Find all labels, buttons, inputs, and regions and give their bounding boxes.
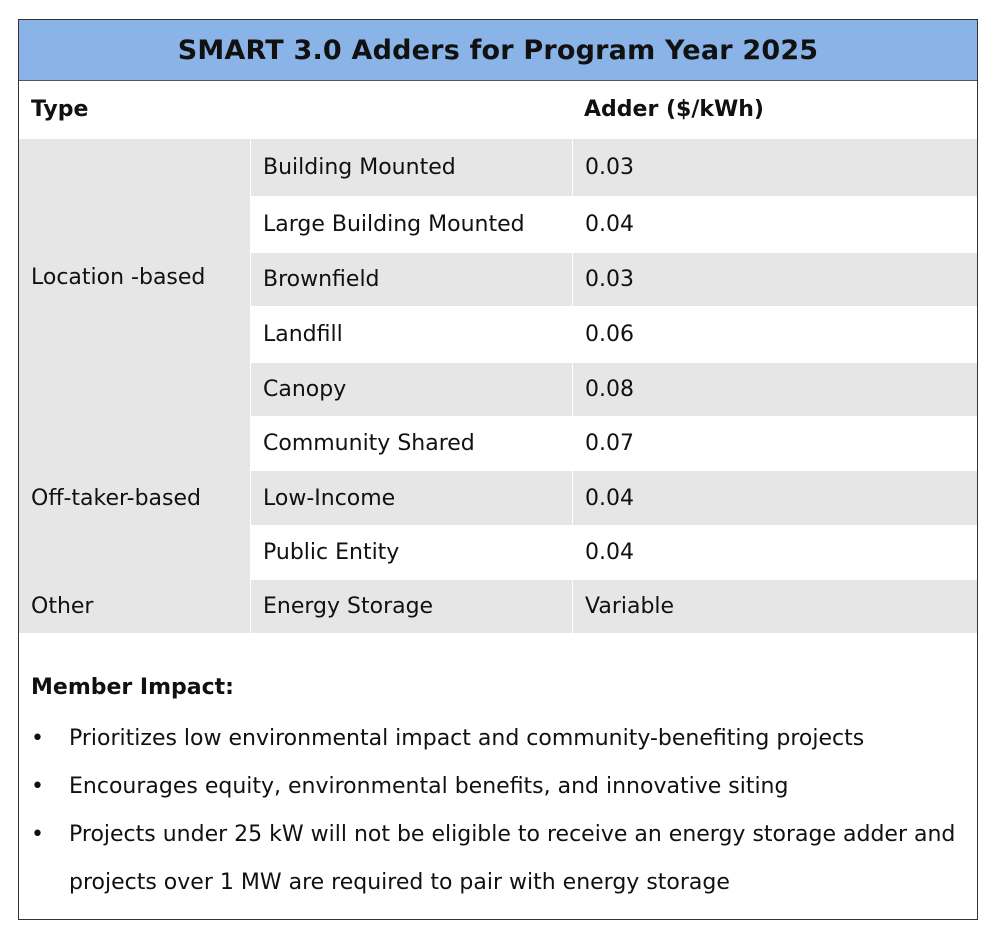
impact-bullet-text: Prioritizes low environmental impact and community-benefiting projects bbox=[69, 726, 865, 751]
row-adder: 0.04 bbox=[573, 471, 977, 525]
row-adder: 0.04 bbox=[573, 196, 977, 253]
row-adder: 0.08 bbox=[573, 363, 977, 416]
row-adder: 0.03 bbox=[573, 139, 977, 196]
table-title: SMART 3.0 Adders for Program Year 2025 bbox=[19, 20, 977, 81]
row-adder: 0.06 bbox=[573, 306, 977, 363]
table-header bbox=[19, 81, 977, 139]
row-subtype: Brownfield bbox=[251, 253, 572, 306]
row-subtype: Community Shared bbox=[251, 416, 572, 471]
group-cell-other: Other bbox=[19, 580, 250, 633]
row-subtype: Landfill bbox=[251, 306, 572, 363]
row-adder: 0.04 bbox=[573, 525, 977, 580]
impact-bullet-text: Projects under 25 kW will not be eligible to receive an energy storage adder and projects over 1 MW are required to pair with energy storage bbox=[69, 822, 956, 895]
row-subtype: Low-Income bbox=[251, 471, 572, 525]
bullet-point-icon: • bbox=[31, 774, 44, 799]
row-subtype: Public Entity bbox=[251, 525, 572, 580]
bullet-point-icon: • bbox=[31, 726, 44, 751]
bullet-point-icon: • bbox=[31, 822, 44, 847]
adders-table-frame bbox=[18, 19, 978, 920]
header-type: Type bbox=[31, 97, 89, 122]
header-adder: Adder ($/kWh) bbox=[584, 97, 764, 122]
group-cell-offtaker: Off-taker-based bbox=[19, 416, 250, 580]
row-subtype: Building Mounted bbox=[251, 139, 572, 196]
impact-bullet-text: Encourages equity, environmental benefits, and innovative siting bbox=[69, 774, 789, 799]
row-adder: Variable bbox=[573, 580, 977, 633]
group-cell-location: Location -based bbox=[19, 139, 250, 416]
row-adder: 0.07 bbox=[573, 416, 977, 471]
row-subtype: Canopy bbox=[251, 363, 572, 416]
member-impact-title: Member Impact: bbox=[31, 675, 234, 700]
row-adder: 0.03 bbox=[573, 253, 977, 306]
row-subtype: Energy Storage bbox=[251, 580, 572, 633]
row-subtype: Large Building Mounted bbox=[251, 196, 572, 253]
